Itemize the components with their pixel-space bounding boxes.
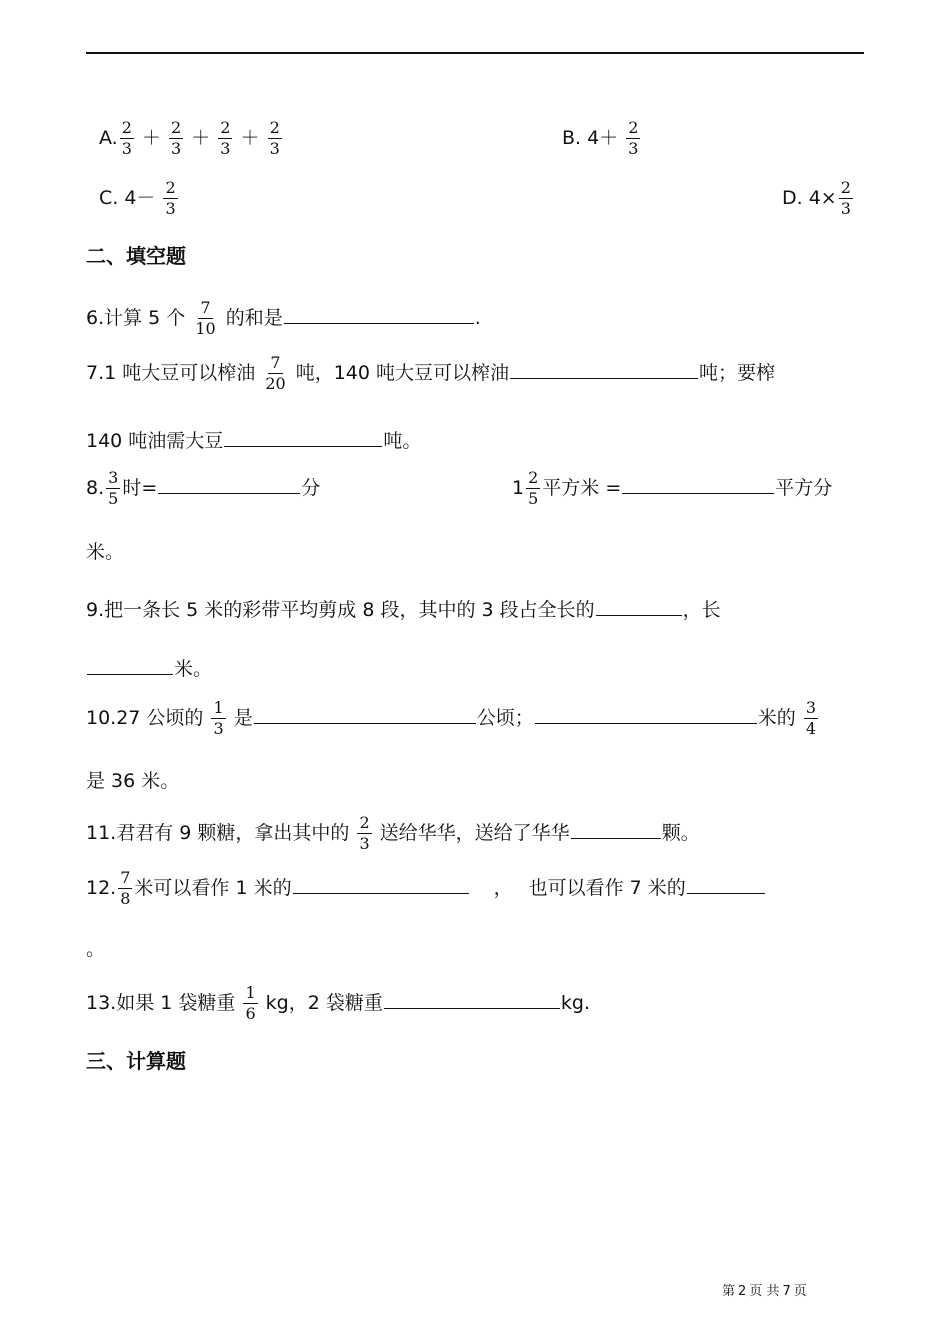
option-a: A. $\frac{2}{3}$ ＋ $\frac{2}{3}$ ＋ $\frac{2}{3}$ ＋ $\frac{2}{3}$	[99, 118, 280, 158]
question-12: 12. $\frac{7}{8}$ 米可以看作 1 米的 ， 也可以看作 7 米的	[86, 870, 766, 907]
fraction: $\frac{3}{4}$	[805, 698, 816, 738]
fraction: $\frac{7}{20}$	[265, 353, 286, 393]
fraction: $\frac{2}{3}$	[628, 118, 639, 158]
answer-blank[interactable]	[87, 656, 173, 675]
question-12-line2: 。	[86, 938, 106, 960]
answer-blank[interactable]	[158, 475, 300, 494]
answer-blank[interactable]	[510, 360, 698, 379]
option-d: D. 4× $\frac{2}{3}$	[782, 178, 851, 218]
fraction: $\frac{2}{3}$	[121, 118, 132, 158]
answer-blank[interactable]	[293, 875, 469, 894]
question-10: 10.27 公顷的 $\frac{1}{3}$ 是 公顷； 米的 $\frac{3}{4}$	[86, 698, 816, 738]
fraction: $\frac{2}{5}$	[528, 468, 539, 508]
question-8-part2: 1 $\frac{2}{5}$ 平方米 = 平方分	[512, 468, 833, 508]
header-rule	[86, 52, 864, 54]
question-7: 7.1 吨大豆可以榨油 $\frac{7}{20}$ 吨，140 吨大豆可以榨油 吨；要榨	[86, 353, 776, 393]
fraction: $\frac{2}{3}$	[165, 178, 176, 218]
answer-blank[interactable]	[622, 475, 774, 494]
fraction: $\frac{2}{3}$	[359, 813, 370, 853]
answer-blank[interactable]	[224, 428, 382, 447]
answer-blank[interactable]	[571, 820, 661, 839]
fraction: $\frac{7}{8}$	[120, 868, 131, 908]
answer-blank[interactable]	[284, 305, 474, 324]
option-c: C. 4－ $\frac{2}{3}$	[99, 178, 176, 218]
fraction: $\frac{2}{3}$	[269, 118, 280, 158]
answer-blank[interactable]	[596, 597, 682, 616]
question-8-line2: 米。	[86, 541, 125, 563]
section-title: 二、填空题	[86, 244, 186, 268]
fraction: $\frac{2}{3}$	[840, 178, 851, 218]
question-10-line2: 是 36 米。	[86, 770, 180, 792]
question-13: 13.如果 1 袋糖重 $\frac{1}{6}$ kg，2 袋糖重 kg.	[86, 983, 590, 1023]
fraction: $\frac{2}{3}$	[171, 118, 182, 158]
answer-blank[interactable]	[254, 705, 476, 724]
fraction: $\frac{3}{5}$	[108, 468, 119, 508]
fraction: $\frac{1}{6}$	[245, 983, 256, 1023]
answer-blank[interactable]	[687, 875, 765, 894]
answer-blank[interactable]	[384, 990, 560, 1009]
section-title: 三、计算题	[86, 1049, 186, 1073]
question-9-line2: 米。	[86, 656, 212, 679]
question-9: 9.把一条长 5 米的彩带平均剪成 8 段，其中的 3 段占全长的 ，长	[86, 599, 721, 621]
fraction: $\frac{7}{10}$	[195, 298, 216, 338]
question-8: 8. $\frac{3}{5}$ 时= 分	[86, 468, 321, 508]
question-11: 11.君君有 9 颗糖，拿出其中的 $\frac{2}{3}$ 送给华华，送给了华华 颗。	[86, 813, 700, 853]
answer-blank[interactable]	[535, 705, 757, 724]
page-footer: 第 2 页 共 7 页	[722, 1284, 807, 1299]
question-7-line2: 140 吨油需大豆 吨。	[86, 430, 422, 452]
fraction: $\frac{1}{3}$	[213, 698, 224, 738]
fraction: $\frac{2}{3}$	[220, 118, 231, 158]
question-6: 6.计算 5 个 $\frac{7}{10}$ 的和是 .	[86, 298, 481, 338]
option-b: B. 4＋ $\frac{2}{3}$	[562, 118, 639, 158]
